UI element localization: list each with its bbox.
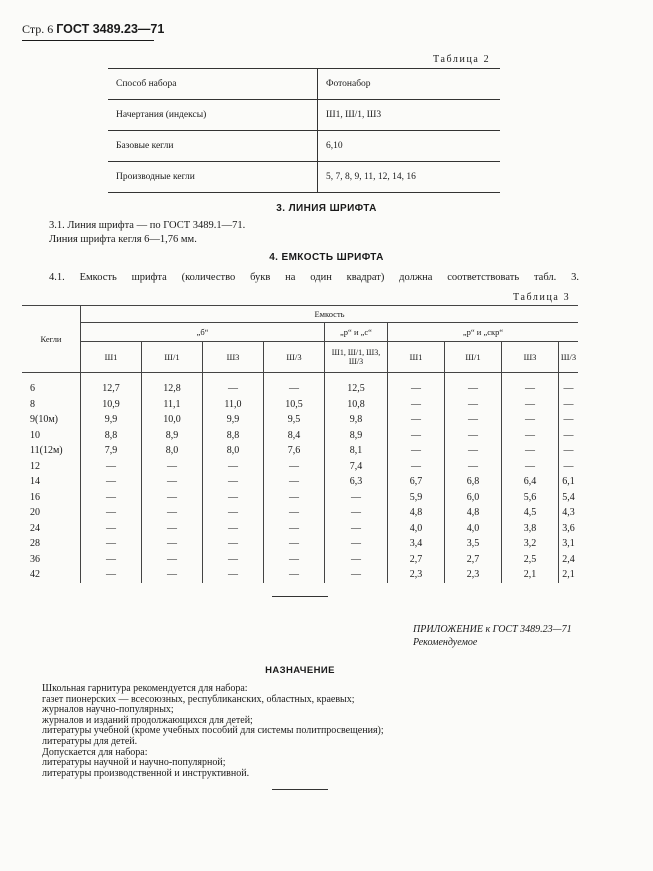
kegl-cell: 9(10м) — [30, 414, 58, 426]
capacity-cell: — — [264, 521, 325, 537]
table2-value: 6,10 — [318, 131, 501, 162]
kegl-cell: 8 — [30, 398, 35, 410]
capacity-cell: 2,7 — [388, 552, 445, 568]
capacity-cell: — — [264, 567, 325, 583]
capacity-cell: — — [388, 412, 445, 428]
capacity-cell: 8,0 — [203, 443, 264, 459]
subheader: Ш1 — [81, 342, 142, 373]
capacity-cell: — — [81, 567, 142, 583]
capacity-cell: — — [445, 428, 502, 444]
capacity-cell: — — [81, 536, 142, 552]
section3-paragraph: 3.1. Линия шрифта — по ГОСТ 3489.1—71. — [49, 220, 246, 231]
table2-label: Производные кегли — [108, 162, 318, 193]
table-row — [22, 428, 578, 444]
capacity-cell: — — [203, 474, 264, 490]
capacity-cell: 6,3 — [325, 474, 388, 490]
capacity-cell: — — [81, 459, 142, 475]
capacity-cell: — — [264, 490, 325, 506]
group-header: „р“ и „с“ — [325, 323, 388, 342]
table3-caption: Таблица 3 — [513, 292, 571, 303]
capacity-cell: — — [264, 552, 325, 568]
capacity-cell: — — [502, 373, 559, 397]
capacity-cell: — — [142, 505, 203, 521]
capacity-cell: 3,1 — [559, 536, 579, 552]
purpose-line: литературы научной и научно-популярной; — [42, 757, 226, 769]
capacity-cell: 8,9 — [142, 428, 203, 444]
capacity-cell: 6,7 — [388, 474, 445, 490]
capacity-cell: 7,4 — [325, 459, 388, 475]
capacity-cell: — — [264, 459, 325, 475]
table3 — [22, 305, 578, 583]
kegl-header: Кегли — [22, 306, 81, 373]
capacity-cell: 3,4 — [388, 536, 445, 552]
subheader: Ш1, Ш/1, Ш3, Ш/3 — [325, 342, 388, 373]
purpose-line: журналов и изданий продолжающихся для детей; — [42, 714, 253, 726]
capacity-cell: 7,6 — [264, 443, 325, 459]
capacity-cell: 8,9 — [325, 428, 388, 444]
capacity-cell: — — [203, 567, 264, 583]
capacity-cell: — — [325, 521, 388, 537]
subheader: Ш/3 — [559, 342, 579, 373]
capacity-cell: 8,0 — [142, 443, 203, 459]
table-row — [108, 100, 500, 131]
capacity-cell: — — [264, 474, 325, 490]
capacity-cell: — — [81, 505, 142, 521]
capacity-cell: — — [445, 412, 502, 428]
table2-value: Фотонабор — [318, 69, 501, 100]
kegl-cell: 10 — [30, 429, 40, 441]
table-row — [22, 397, 578, 413]
capacity-cell: 2,4 — [559, 552, 579, 568]
capacity-cell: — — [203, 536, 264, 552]
table-row — [108, 69, 500, 100]
capacity-cell: 4,5 — [502, 505, 559, 521]
capacity-cell: 4,0 — [445, 521, 502, 537]
capacity-cell: — — [502, 412, 559, 428]
capacity-cell: — — [142, 490, 203, 506]
capacity-cell: — — [445, 443, 502, 459]
subheader: Ш/1 — [445, 342, 502, 373]
capacity-cell: 2,5 — [502, 552, 559, 568]
capacity-cell: 2,7 — [445, 552, 502, 568]
capacity-header: Емкость — [81, 306, 579, 323]
table-row — [22, 412, 578, 428]
capacity-cell: — — [388, 373, 445, 397]
table-row — [22, 505, 578, 521]
capacity-cell: — — [203, 459, 264, 475]
table2-label: Базовые кегли — [108, 131, 318, 162]
purpose-text — [42, 684, 462, 779]
purpose-line: журналов научно-популярных; — [42, 704, 174, 716]
subheader: Ш3 — [203, 342, 264, 373]
capacity-cell: 9,5 — [264, 412, 325, 428]
capacity-cell: 5,4 — [559, 490, 579, 506]
capacity-cell: 3,8 — [502, 521, 559, 537]
capacity-cell: 2,3 — [388, 567, 445, 583]
table-row — [22, 373, 578, 397]
purpose-line: литературы учебной (кроме учебных пособий для системы политпросвещения); — [42, 725, 384, 737]
capacity-cell: — — [142, 536, 203, 552]
capacity-cell: 3,6 — [559, 521, 579, 537]
purpose-line: газет пионерских — всесоюзных, республиканских, областных, краевых; — [42, 693, 355, 705]
purpose-line: Допускается для набора: — [42, 746, 148, 758]
capacity-cell: 4,8 — [445, 505, 502, 521]
table2-value: 5, 7, 8, 9, 11, 12, 14, 16 — [318, 162, 501, 193]
capacity-cell: 12,7 — [81, 373, 142, 397]
capacity-cell: 6,0 — [445, 490, 502, 506]
capacity-cell: 2,1 — [559, 567, 579, 583]
capacity-cell: 6,4 — [502, 474, 559, 490]
table-row — [22, 474, 578, 490]
table-row — [22, 567, 578, 583]
capacity-cell: — — [502, 397, 559, 413]
capacity-cell: 4,0 — [388, 521, 445, 537]
capacity-cell: 10,0 — [142, 412, 203, 428]
capacity-cell: 6,1 — [559, 474, 579, 490]
purpose-title: НАЗНАЧЕНИЕ — [265, 665, 335, 676]
subheader: Ш/3 — [264, 342, 325, 373]
capacity-cell: — — [81, 474, 142, 490]
group-header: „р“ и „скр“ — [388, 323, 579, 342]
capacity-cell: 12,8 — [142, 373, 203, 397]
capacity-cell: — — [203, 552, 264, 568]
capacity-cell: 8,4 — [264, 428, 325, 444]
table-row — [22, 552, 578, 568]
appendix-title: ПРИЛОЖЕНИЕ к ГОСТ 3489.23—71 — [413, 624, 572, 635]
kegl-cell: 16 — [30, 491, 40, 503]
table-row — [22, 490, 578, 506]
capacity-cell: — — [559, 443, 579, 459]
capacity-cell: — — [325, 567, 388, 583]
capacity-cell: 9,8 — [325, 412, 388, 428]
table2-label: Способ набора — [108, 69, 318, 100]
table-row — [108, 131, 500, 162]
capacity-cell: 8,1 — [325, 443, 388, 459]
capacity-cell: 10,9 — [81, 397, 142, 413]
capacity-cell: — — [325, 505, 388, 521]
capacity-cell: — — [203, 521, 264, 537]
capacity-cell: — — [559, 412, 579, 428]
table-row — [108, 162, 500, 193]
capacity-cell: 8,8 — [81, 428, 142, 444]
capacity-cell: — — [81, 552, 142, 568]
capacity-cell: — — [445, 459, 502, 475]
appendix-subtitle: Рекомендуемое — [413, 637, 478, 648]
capacity-cell: 11,1 — [142, 397, 203, 413]
capacity-cell: 3,2 — [502, 536, 559, 552]
capacity-cell: — — [388, 428, 445, 444]
header-rule — [22, 40, 154, 41]
divider — [272, 596, 328, 597]
capacity-cell: — — [445, 397, 502, 413]
subheader: Ш3 — [502, 342, 559, 373]
capacity-cell: 7,9 — [81, 443, 142, 459]
kegl-cell: 42 — [30, 569, 40, 581]
page-header — [22, 22, 164, 37]
capacity-cell: — — [142, 521, 203, 537]
capacity-cell: 5,6 — [502, 490, 559, 506]
divider — [272, 789, 328, 790]
capacity-cell: — — [388, 397, 445, 413]
capacity-cell: 10,8 — [325, 397, 388, 413]
capacity-cell: — — [264, 536, 325, 552]
section3-title: 3. ЛИНИЯ ШРИФТА — [276, 203, 377, 214]
capacity-cell: 11,0 — [203, 397, 264, 413]
capacity-cell: — — [388, 443, 445, 459]
subheader: Ш1 — [388, 342, 445, 373]
capacity-cell: — — [559, 459, 579, 475]
table2-caption: Таблица 2 — [433, 54, 491, 65]
capacity-cell: — — [559, 428, 579, 444]
capacity-cell: 4,3 — [559, 505, 579, 521]
section4-title: 4. ЕМКОСТЬ ШРИФТА — [269, 252, 384, 263]
capacity-cell: 10,5 — [264, 397, 325, 413]
capacity-cell: — — [81, 490, 142, 506]
section4-paragraph: 4.1. Емкость шрифта (количество букв на один квадрат) должна соответствовать табл. 3. — [49, 272, 579, 283]
capacity-cell: 9,9 — [81, 412, 142, 428]
kegl-cell: 14 — [30, 476, 40, 488]
kegl-cell: 20 — [30, 507, 40, 519]
kegl-cell: 36 — [30, 553, 40, 565]
group-header: „б“ — [81, 323, 325, 342]
capacity-cell: — — [502, 443, 559, 459]
table-row — [22, 459, 578, 475]
capacity-cell: — — [142, 474, 203, 490]
kegl-cell: 11(12м) — [30, 445, 63, 457]
capacity-cell: 2,1 — [502, 567, 559, 583]
purpose-line: литературы производственной и инструктивной. — [42, 767, 250, 779]
kegl-cell: 12 — [30, 460, 40, 472]
capacity-cell: — — [325, 490, 388, 506]
capacity-cell: — — [142, 552, 203, 568]
capacity-cell: 12,5 — [325, 373, 388, 397]
capacity-cell: 5,9 — [388, 490, 445, 506]
capacity-cell: 6,8 — [445, 474, 502, 490]
subheader: Ш/1 — [142, 342, 203, 373]
capacity-cell: 9,9 — [203, 412, 264, 428]
table2 — [108, 68, 500, 193]
capacity-cell: — — [142, 459, 203, 475]
table2-label: Начертания (индексы) — [108, 100, 318, 131]
capacity-cell: — — [325, 536, 388, 552]
purpose-line: Школьная гарнитура рекомендуется для набора: — [42, 683, 248, 694]
capacity-cell: — — [142, 567, 203, 583]
table-row — [22, 443, 578, 459]
capacity-cell: — — [264, 373, 325, 397]
capacity-cell: — — [388, 459, 445, 475]
capacity-cell: 2,3 — [445, 567, 502, 583]
capacity-cell: — — [325, 552, 388, 568]
capacity-cell: — — [502, 428, 559, 444]
section3-paragraph: Линия шрифта кегля 6—1,76 мм. — [49, 234, 197, 245]
capacity-cell: — — [559, 397, 579, 413]
capacity-cell: — — [445, 373, 502, 397]
table-row — [22, 536, 578, 552]
standard-number: ГОСТ 3489.23—71 — [56, 22, 165, 36]
kegl-cell: 28 — [30, 538, 40, 550]
capacity-cell: — — [559, 373, 579, 397]
page-number: Стр. 6 — [22, 22, 54, 36]
capacity-cell: 4,8 — [388, 505, 445, 521]
kegl-cell: 24 — [30, 522, 40, 534]
capacity-cell: — — [203, 373, 264, 397]
capacity-cell: — — [81, 521, 142, 537]
table2-value: Ш1, Ш/1, Ш3 — [318, 100, 501, 131]
table-row — [22, 521, 578, 537]
purpose-line: литературы для детей. — [42, 735, 138, 747]
capacity-cell: 8,8 — [203, 428, 264, 444]
capacity-cell: — — [264, 505, 325, 521]
capacity-cell: — — [203, 490, 264, 506]
capacity-cell: — — [203, 505, 264, 521]
capacity-cell: — — [502, 459, 559, 475]
kegl-cell: 6 — [30, 383, 35, 395]
capacity-cell: 3,5 — [445, 536, 502, 552]
